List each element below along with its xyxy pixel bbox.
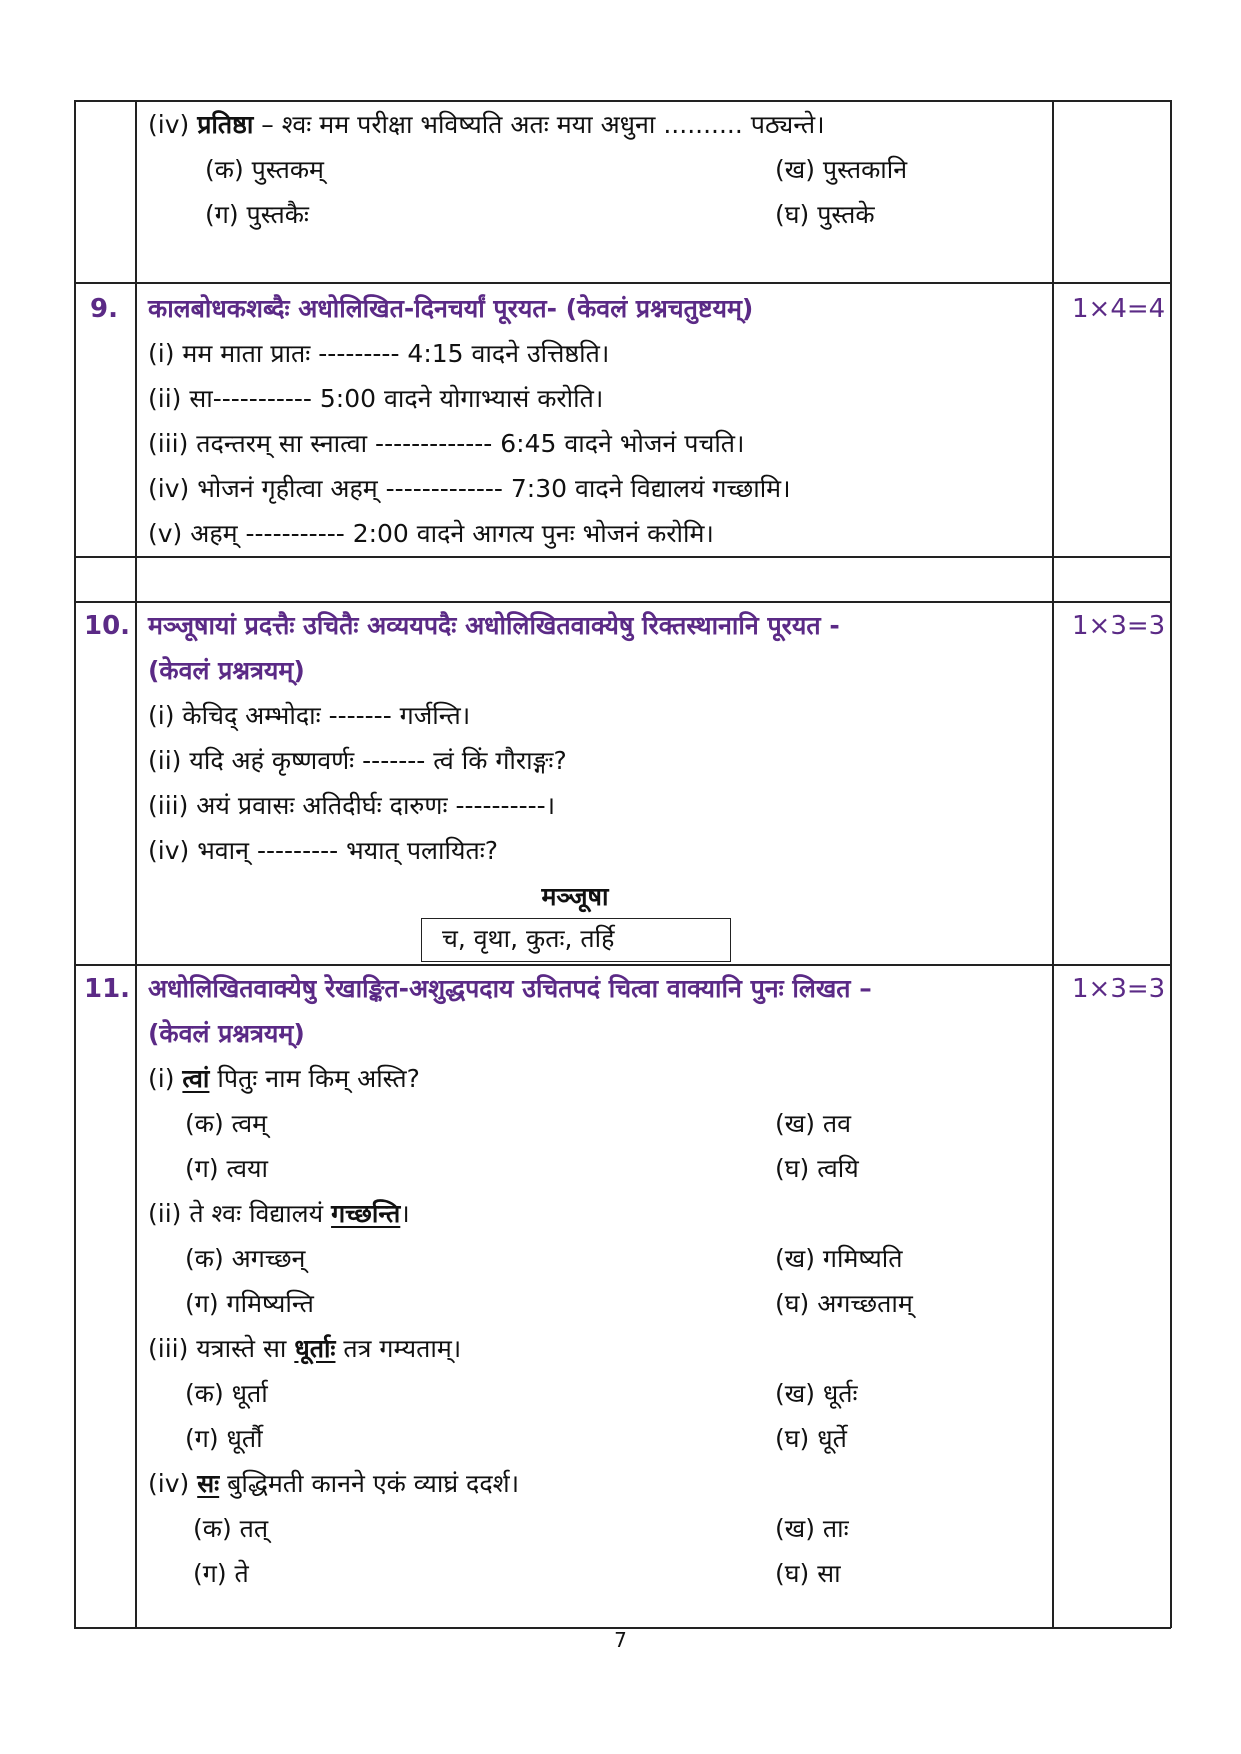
q9-heading: कालबोधकशब्दैः अधोलिखित-दिनचर्यां पूरयत- (केवलं प्रश्नचतुष्टयम्): [148, 294, 754, 323]
q8-option-c: (ग) पुस्तकैः: [205, 200, 309, 229]
q8-option-b: (ख) पुस्तकानि: [775, 155, 908, 184]
q11-s2-prefix: (ii) ते श्वः विद्यालयं: [148, 1199, 332, 1228]
q11-s1-option-d: (घ) त्वयि: [775, 1154, 859, 1183]
q11-s3-option-d: (घ) धूर्ते: [775, 1424, 847, 1453]
q11-s4-prefix: (iv): [148, 1469, 198, 1498]
q11-sentence-2: [148, 1197, 410, 1231]
q11-sentence-1: [148, 1062, 420, 1096]
row-divider-1: [74, 282, 1171, 284]
q10-item-3: (iii) अयं प्रवासः अतिदीर्घः दारुणः ----------।: [148, 791, 556, 820]
q11-number: 11.: [84, 974, 131, 1004]
q10-item-4: (iv) भवान् --------- भयात् पलायितः?: [148, 836, 499, 865]
q11-s3-underlined-word: धूर्ताः: [294, 1334, 336, 1363]
q11-marks: 1×3=3: [1072, 974, 1166, 1004]
q11-s4-option-b: (ख) ताः: [775, 1514, 849, 1543]
q11-s4-option-a: (क) तत्: [193, 1514, 269, 1543]
q11-s3-prefix: (iii) यत्रास्ते सा: [148, 1334, 295, 1363]
table-border-left: [74, 100, 76, 1628]
q9-marks: 1×4=4: [1072, 294, 1166, 324]
row-divider-2: [74, 556, 1171, 558]
q11-s2-option-a: (क) अगच्छन्: [185, 1244, 306, 1273]
q9-number: 9.: [90, 294, 118, 324]
q8-part-iv-stem: [148, 108, 825, 142]
q11-s2-option-c: (ग) गमिष्यन्ति: [185, 1289, 314, 1318]
q11-s1-option-b: (ख) तव: [775, 1109, 852, 1138]
q9-item-4: (iv) भोजनं गृहीत्वा अहम् ------------- 7:30 वादने विद्यालयं गच्छामि।: [148, 474, 791, 503]
q11-heading-line1: अधोलिखितवाक्येषु रेखाङ्कित-अशुद्धपदाय उचितपदं चित्वा वाक्यानि पुनः लिखत –: [148, 974, 872, 1003]
q8-option-d: (घ) पुस्तके: [775, 200, 875, 229]
q10-heading-line1: मञ्जूषायां प्रदत्तैः उचितैः अव्ययपदैः अधोलिखितवाक्येषु रिक्तस्थानानि पूरयत -: [148, 611, 840, 640]
q11-heading-line2: (केवलं प्रश्नत्रयम्): [148, 1019, 305, 1048]
q11-s4-underlined-word: सः: [197, 1469, 220, 1498]
q11-s2-option-d: (घ) अगच्छताम्: [775, 1289, 913, 1318]
column-divider-2: [1052, 100, 1054, 1628]
q10-item-1: (i) केचिद् अम्भोदाः ------- गर्जन्ति।: [148, 701, 471, 730]
q9-item-2: (ii) सा----------- 5:00 वादने योगाभ्यासं करोति।: [148, 384, 604, 413]
q11-s1-prefix: (i): [148, 1064, 183, 1093]
q11-s1-option-c: (ग) त्वया: [185, 1154, 269, 1183]
word-box: च, वृथा, कुतः, तर्हि: [421, 918, 731, 962]
q11-s2-underlined-word: गच्छन्ति: [331, 1199, 401, 1228]
q10-marks: 1×3=3: [1072, 611, 1166, 641]
q10-item-2: (ii) यदि अहं कृष्णवर्णः ------- त्वं किं गौराङ्गः?: [148, 746, 567, 775]
q8-stem-bold-word: प्रतिष्ठा: [197, 110, 254, 139]
q9-item-3: (iii) तदन्तरम् सा स्नात्वा ------------- 6:45 वादने भोजनं पचति।: [148, 429, 745, 458]
q11-s3-option-b: (ख) धूर्तः: [775, 1379, 858, 1408]
table-border-right: [1170, 100, 1172, 1628]
q11-s2-suffix: ।: [400, 1199, 410, 1228]
q11-s4-option-d: (घ) सा: [775, 1559, 841, 1588]
column-divider-1: [135, 100, 137, 1628]
q10-number: 10.: [84, 611, 131, 641]
q8-option-a: (क) पुस्तकम्: [205, 155, 324, 184]
q11-s1-option-a: (क) त्वम्: [185, 1109, 268, 1138]
q11-s4-suffix: बुद्धिमती कानने एकं व्याघ्रं ददर्श।: [219, 1469, 520, 1498]
q11-s3-suffix: तत्र गम्यताम्।: [335, 1334, 462, 1363]
q11-sentence-4: [148, 1467, 519, 1501]
q11-s2-option-b: (ख) गमिष्यति: [775, 1244, 903, 1273]
q9-item-5: (v) अहम् ----------- 2:00 वादने आगत्य पुनः भोजनं करोमि।: [148, 519, 714, 548]
page-number: 7: [614, 1628, 627, 1652]
table-border-top: [74, 100, 1171, 102]
q10-heading-line2: (केवलं प्रश्नत्रयम्): [148, 656, 305, 685]
q11-s1-underlined-word: त्वां: [182, 1064, 210, 1093]
q11-s4-option-c: (ग) ते: [193, 1559, 249, 1588]
q11-s3-option-a: (क) धूर्ता: [185, 1379, 268, 1408]
q11-s1-suffix: पितुः नाम किम् अस्ति?: [209, 1064, 420, 1093]
row-divider-3: [74, 601, 1171, 603]
row-divider-4: [74, 964, 1171, 966]
q8-stem-prefix: (iv): [148, 110, 198, 139]
q9-item-1: (i) मम माता प्रातः --------- 4:15 वादने उत्तिष्ठति।: [148, 339, 610, 368]
q11-sentence-3: [148, 1332, 461, 1366]
word-box-title: मञ्जूषा: [541, 882, 609, 911]
q8-stem-rest: – श्वः मम परीक्षा भविष्यति अतः मया अधुना .......... पठ्यन्ते।: [253, 110, 825, 139]
q11-s3-option-c: (ग) धूर्तौ: [185, 1424, 263, 1453]
